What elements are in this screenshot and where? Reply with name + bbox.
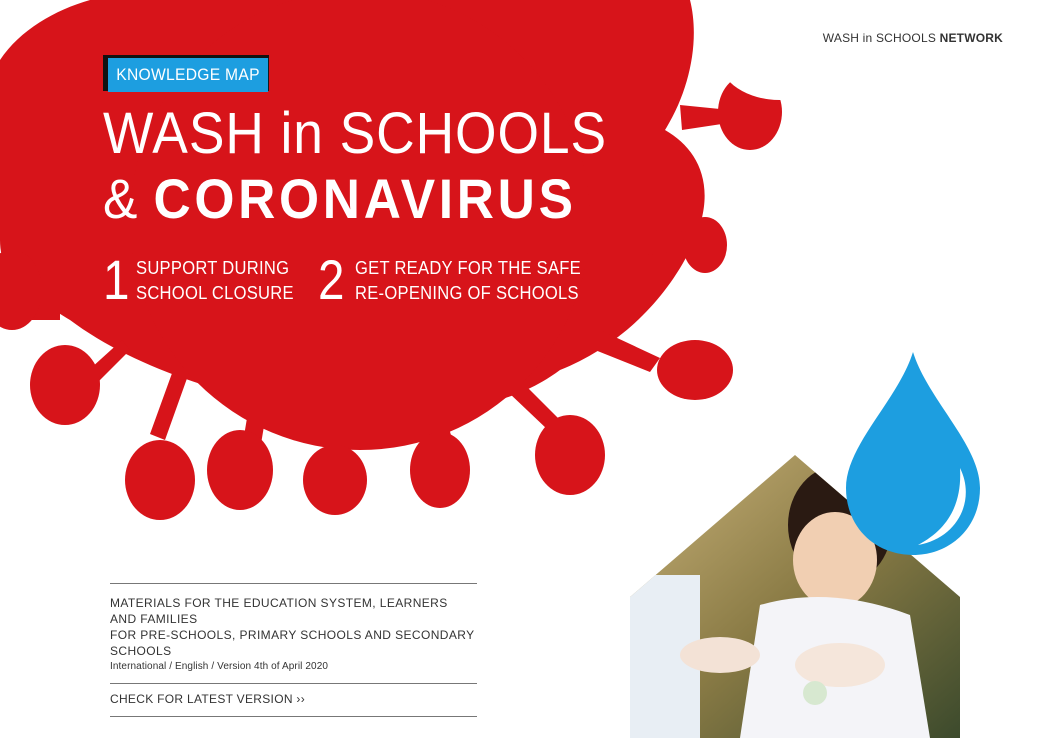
tag-label: KNOWLEDGE MAP <box>108 58 268 92</box>
section-text <box>355 256 581 306</box>
info-line-1: MATERIALS FOR THE EDUCATION SYSTEM, LEARNERS AND FAMILIES <box>110 596 448 626</box>
section-line-2: RE-OPENING OF SCHOOLS <box>355 283 579 303</box>
water-drop-icon <box>838 350 988 560</box>
section-line-2: SCHOOL CLOSURE <box>136 283 294 303</box>
divider-top <box>110 583 477 584</box>
knowledge-map-tag <box>103 55 277 89</box>
network-bold: NETWORK <box>939 31 1003 45</box>
section-number: 1 <box>103 248 130 311</box>
section-text <box>136 256 294 306</box>
info-block <box>110 583 477 717</box>
title-coronavirus: CORONAVIRUS <box>153 167 577 230</box>
network-regular: WASH in SCHOOLS <box>822 31 937 45</box>
divider-middle <box>110 683 477 684</box>
title-ampersand: & <box>103 167 139 230</box>
check-latest-version-link[interactable]: CHECK FOR LATEST VERSION ›› <box>110 692 306 706</box>
info-version: International / English / Version 4th of April 2020 <box>110 661 329 672</box>
title-line-1: WASH in SCHOOLS <box>103 101 608 166</box>
section-line-1: GET READY FOR THE SAFE <box>355 258 582 278</box>
title-line-2 <box>103 168 577 230</box>
info-line-2: FOR PRE-SCHOOLS, PRIMARY SCHOOLS AND SECONDARY SCHOOLS <box>110 628 475 658</box>
section-number: 2 <box>318 248 345 311</box>
divider-bottom <box>110 716 477 717</box>
section-line-1: SUPPORT DURING <box>136 258 290 278</box>
network-label <box>823 31 1003 45</box>
